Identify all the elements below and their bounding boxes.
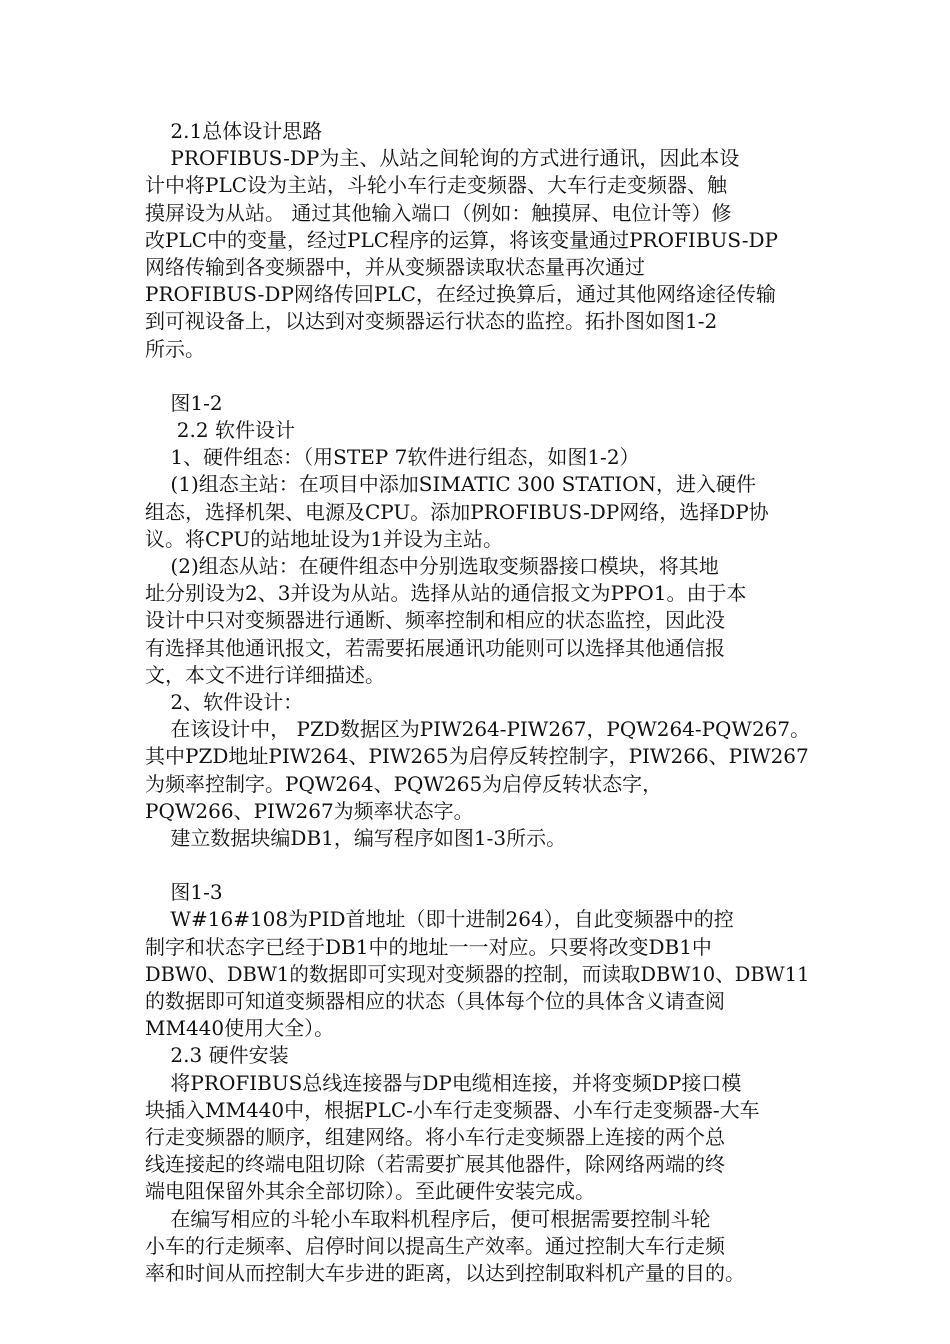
text-line: 图1-2 (145, 390, 223, 415)
text-line: (2)组态从站：在硬件组态中分别选取变频器接口模块，将其地 (145, 554, 719, 578)
text-line: 组态，选择机架、电源及CPU。添加PROFIBUS-DP网络，选择DP协 (145, 499, 769, 524)
text-line: 2.2 软件设计 (145, 418, 295, 443)
text-line: 2.1总体设计思路 (145, 119, 323, 143)
text-line: (1)组态主站：在项目中添加SIMATIC 300 STATION，进入硬件 (145, 472, 757, 497)
text-line: 在该设计中， PZD数据区为PIW264-PIW267，PQW264-PQW267。 (145, 717, 811, 742)
text-line: 摸屏设为从站。 通过其他输入端口（例如：触摸屏、电位计等）修 (145, 200, 732, 225)
text-line: 1、硬件组态：（用STEP 7软件进行组态，如图1-2） (145, 445, 640, 470)
text-line: 网络传输到各变频器中，并从变频器读取状态量再次通过 (145, 254, 645, 279)
text-line: 线连接起的终端电阻切除（若需要扩展其他器件，除网络两端的终 (145, 1152, 725, 1177)
text-line: MM440使用大全）。 (145, 1016, 335, 1041)
text-line: 端电阻保留外其余全部切除）。至此硬件安装完成。 (145, 1179, 595, 1204)
text-line: 图1-3 (145, 880, 223, 905)
text-line: 2、软件设计： (145, 689, 304, 714)
text-line: 有选择其他通讯报文，若需要拓展通讯功能则可以选择其他通信报 (145, 635, 725, 660)
text-line: PROFIBUS-DP网络传回PLC，在经过换算后，通过其他网络途径传输 (145, 282, 776, 307)
text-line: 其中PZD地址PIW264、PIW265为启停反转控制字，PIW266、PIW267 (145, 744, 809, 769)
text-line: 议。将CPU的站地址设为1并设为主站。 (145, 526, 503, 551)
text-line: W#16#108为PID首地址（即十进制264），自此变频器中的控 (145, 907, 734, 932)
document-page (145, 118, 810, 1287)
text-line: 块插入MM440中，根据PLC-小车行走变频器、小车行走变频器-大车 (145, 1097, 760, 1122)
text-line: 址分别设为2、3并设为从站。选择从站的通信报文为PPO1。由于本 (145, 581, 747, 606)
text-line: 2.3 硬件安装 (145, 1043, 289, 1068)
text-line: DBW0、DBW1的数据即可实现对变频器的控制，而读取DBW10、DBW11 (145, 961, 810, 986)
text-line: 改PLC中的变量，经过PLC程序的运算，将该变量通过PROFIBUS-DP (145, 227, 779, 252)
text-line: 制字和状态字已经于DB1中的地址一一对应。只要将改变DB1中 (145, 934, 712, 959)
text-line: 所示。 (145, 336, 205, 361)
text-line: 在编写相应的斗轮小车取料机程序后，便可根据需要控制斗轮 (145, 1206, 711, 1231)
blank-line (145, 363, 810, 390)
text-line: 将PROFIBUS总线连接器与DP电缆相连接，并将变频DP接口模 (145, 1070, 742, 1095)
text-line: 到可视设备上，以达到对变频器运行状态的监控。拓扑图如图1-2 (145, 309, 718, 334)
text-line: 计中将PLC设为主站，斗轮小车行走变频器、大车行走变频器、触 (145, 173, 728, 198)
blank-line (145, 852, 810, 879)
text-line: 建立数据块编DB1，编写程序如图1-3所示。 (145, 825, 567, 850)
text-line: PQW266、PIW267为频率状态字。 (145, 798, 474, 823)
text-line: 的数据即可知道变频器相应的状态（具体每个位的具体含义请查阅 (145, 989, 725, 1013)
text-line: 行走变频器的顺序，组建网络。将小车行走变频器上连接的两个总 (145, 1124, 725, 1149)
text-line: 文，本文不进行详细描述。 (145, 662, 385, 687)
text-line: PROFIBUS-DP为主、从站之间轮询的方式进行通讯，因此本设 (145, 146, 740, 171)
text-line: 为频率控制字。PQW264、PQW265为启停反转状态字， (145, 771, 663, 796)
text-line: 率和时间从而控制大车步进的距离，以达到控制取料机产量的目的。 (145, 1260, 745, 1285)
text-line: 小车的行走频率、启停时间以提高生产效率。通过控制大车行走频 (145, 1233, 725, 1258)
text-line: 设计中只对变频器进行通断、频率控制和相应的状态监控，因此没 (145, 608, 725, 633)
